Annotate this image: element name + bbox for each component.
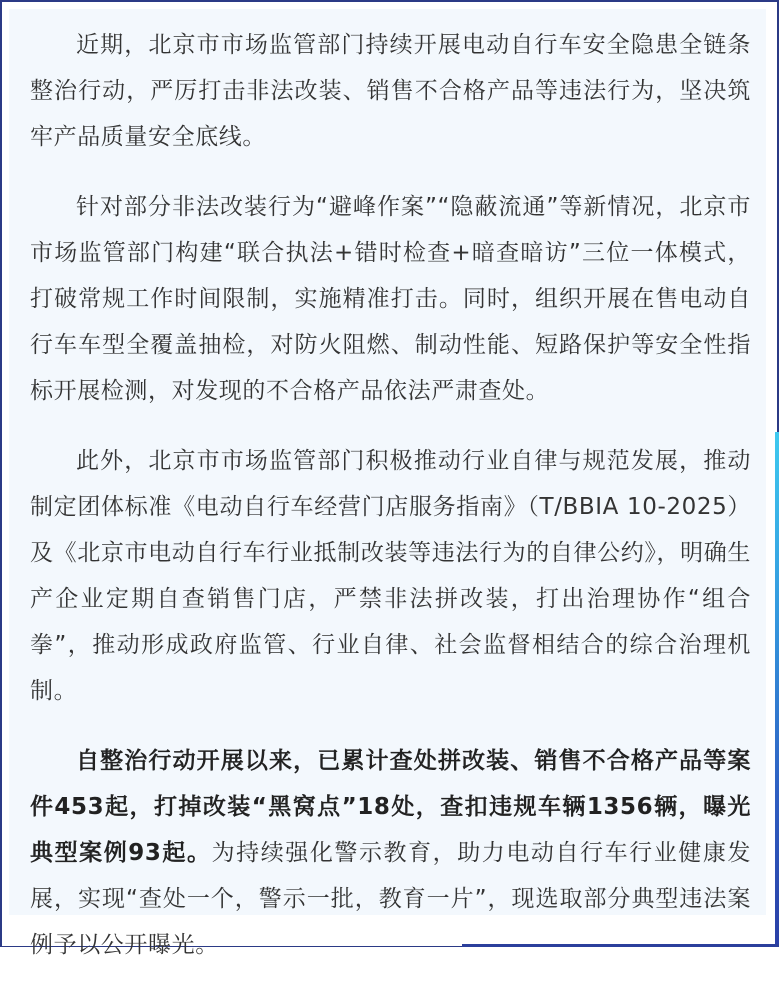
- paragraph-intro: 近期，北京市市场监管部门持续开展电动自行车安全隐患全链条整治行动，严厉打击非法改装、销售不合格产品等违法行为，坚决筑牢产品质量安全底线。: [30, 32, 751, 150]
- frame-border-top: [0, 0, 779, 2]
- accent-gradient-bar: [775, 432, 779, 947]
- results-highlight: 自整治行动开展以来，已累计查处拼改装、销售不合格产品等案件453起，打掉改装“黑窝点”18处，查扣违规车辆1356辆，曝光典型案例93起。: [30, 748, 751, 866]
- paragraph-enforcement: 针对部分非法改装行为“避峰作案”“隐蔽流通”等新情况，北京市市场监管部门构建“联合执法+错时检查+暗查暗访”三位一体模式，打破常规工作时间限制，实施精准打击。同时，组织开展在售电动自行车车型全覆盖抽检，对防火阻燃、制动性能、短路保护等安全性指标开展检测，对发现的不合格产品依法严肃查处。: [30, 194, 751, 404]
- paragraph-results: [30, 738, 751, 968]
- frame-border-left: [0, 0, 2, 947]
- article-body: [30, 22, 751, 992]
- paragraph-self-regulation: 此外，北京市市场监管部门积极推动行业自律与规范发展，推动制定团体标准《电动自行车经营门店服务指南》（T/BBIA 10-2025）及《北京市电动自行车行业抵制改装等违法行为的自律公约》，明确生产企业定期自查销售门店，严禁非法拼改装，打出治理协作“组合拳”，推动形成政府监管、行业自律、社会监督相结合的综合治理机制。: [30, 448, 751, 704]
- results-text: 为持续强化警示教育，助力电动自行车行业健康发展，实现“查处一个，警示一批，教育一片”，现选取部分典型违法案例予以公开曝光。: [30, 840, 752, 958]
